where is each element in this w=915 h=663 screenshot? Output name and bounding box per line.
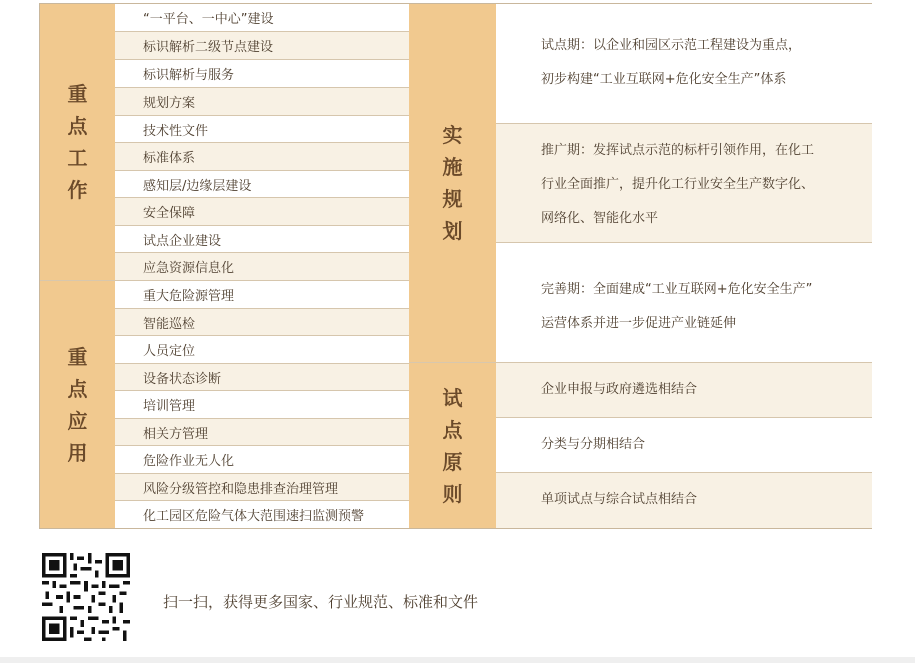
- principle-text: 分类与分期相结合: [541, 437, 646, 452]
- list-item: 相关方管理: [115, 419, 409, 446]
- list-item: 设备状态诊断: [115, 364, 409, 391]
- header-char: 点: [67, 376, 88, 401]
- list-item: 智能巡检: [115, 309, 409, 336]
- plan-pilot: [496, 4, 872, 124]
- list-item: 标识解析与服务: [115, 60, 409, 88]
- plan-text: 运营体系并进一步促进产业链延伸: [541, 316, 737, 331]
- principle-header: [409, 363, 496, 528]
- qr-code-icon: [42, 553, 130, 641]
- header-char: 重: [67, 82, 88, 106]
- plan-text: 初步构建“工业互联网+危化安全生产”体系: [541, 72, 787, 87]
- qr-caption: 扫一扫，获得更多国家、行业规范、标准和文件: [163, 593, 479, 611]
- header-char: 应: [67, 408, 88, 433]
- header-char: 重: [67, 344, 88, 369]
- principle-text: 单项试点与综合试点相结合: [541, 492, 698, 507]
- header-char: 划: [442, 219, 463, 243]
- header-char: 点: [67, 114, 88, 138]
- plan-header: [409, 4, 496, 362]
- list-item: 重大危险源管理: [115, 281, 409, 309]
- plan-text: 完善期：全面建成“工业互联网+危化安全生产”: [541, 282, 813, 297]
- list-item: 标识解析二级节点建设: [115, 32, 409, 60]
- plan-text: 试点期：以企业和园区示范工程建设为重点，: [541, 38, 802, 53]
- list-item: 风险分级管控和隐患排查治理管理: [115, 474, 409, 501]
- list-item: 人员定位: [115, 336, 409, 364]
- footer-bar: [0, 657, 915, 663]
- list-item: 技术性文件: [115, 116, 409, 143]
- list-item: 标准体系: [115, 143, 409, 171]
- list-item: 规划方案: [115, 88, 409, 116]
- key-work-header: [40, 4, 115, 280]
- header-char: 用: [67, 440, 88, 465]
- header-char: 工: [67, 146, 88, 170]
- plan-text: 行业全面推广，提升化工行业安全生产数字化、: [541, 177, 815, 192]
- principle-row: [496, 363, 872, 418]
- summary-table: [39, 3, 872, 529]
- list-item: 感知层/边缘层建设: [115, 171, 409, 198]
- plan-perfect: [496, 243, 872, 363]
- list-item: 培训管理: [115, 391, 409, 419]
- header-char: 实: [442, 123, 463, 147]
- header-char: 施: [442, 155, 463, 179]
- header-char: 点: [442, 417, 463, 442]
- plan-text: 推广期：发挥试点示范的标杆引领作用，在化工: [541, 143, 815, 158]
- principle-row: [496, 473, 872, 528]
- header-char: 作: [67, 178, 88, 202]
- plan-promote: [496, 124, 872, 243]
- principle-text: 企业申报与政府遴选相结合: [541, 382, 698, 397]
- header-char: 原: [442, 449, 463, 474]
- list-item: “一平台、一中心”建设: [115, 4, 409, 32]
- plan-text: 网络化、智能化水平: [541, 211, 659, 226]
- list-item: 试点企业建设: [115, 226, 409, 253]
- list-item: 应急资源信息化: [115, 253, 409, 281]
- header-char: 规: [442, 187, 463, 211]
- header-char: 试: [442, 385, 463, 410]
- key-app-header: [40, 281, 115, 528]
- list-item: 危险作业无人化: [115, 446, 409, 474]
- principle-row: [496, 418, 872, 473]
- header-char: 则: [442, 481, 463, 506]
- list-item: 化工园区危险气体大范围速扫监测预警: [115, 501, 409, 528]
- list-item: 安全保障: [115, 198, 409, 226]
